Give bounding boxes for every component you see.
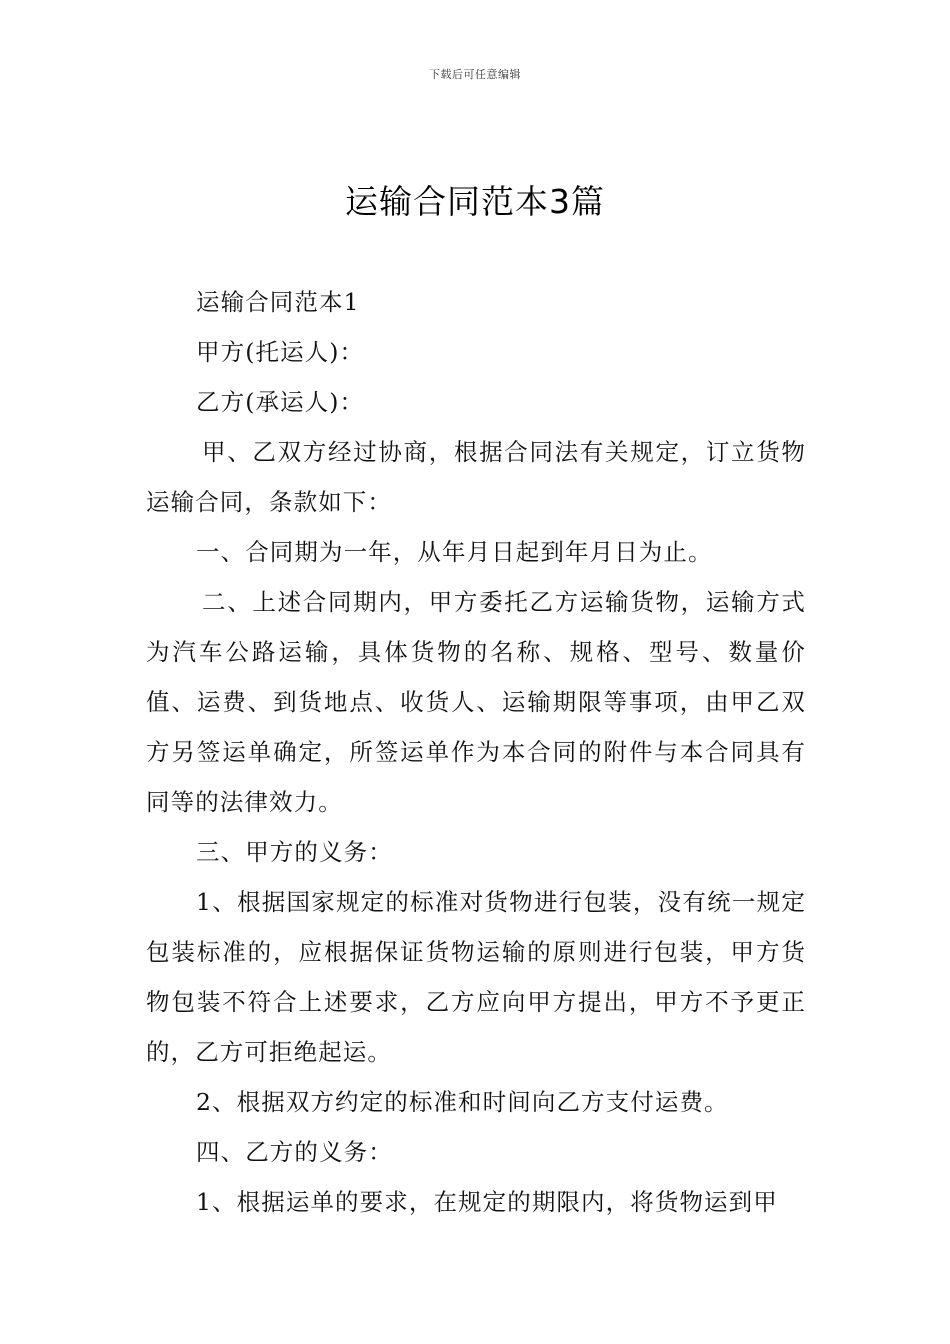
clause-4-item-1: 1、根据运单的要求，在规定的期限内，将货物运到甲	[196, 1188, 778, 1216]
document-title: 运输合同范本3篇	[345, 182, 605, 221]
document-body	[146, 277, 806, 1227]
header-note: 下载后可任意编辑	[429, 68, 521, 81]
party-a-line: 甲方(托运人)：	[196, 338, 365, 366]
clause-4-heading: 四、乙方的义务：	[196, 1138, 393, 1166]
party-b-line: 乙方(承运人)：	[196, 388, 365, 416]
section-heading: 运输合同范本1	[196, 288, 360, 316]
clause-3-item-2: 2、根据双方约定的标准和时间向乙方支付运费。	[196, 1088, 729, 1116]
clause-3-item-1: 1、根据国家规定的标准对货物进行包装，没有统一规定包装标准的，应根据保证货物运输的原则进行包装，甲方货物包装不符合上述要求，乙方应向甲方提出，甲方不予更正的，乙方可拒绝起运。	[146, 888, 806, 1066]
paragraph-intro: 甲、乙双方经过协商，根据合同法有关规定，订立货物运输合同，条款如下：	[146, 438, 806, 516]
clause-1: 一、合同期为一年，从年月日起到年月日为止。	[196, 538, 713, 566]
clause-2: 二、上述合同期内，甲方委托乙方运输货物，运输方式为汽车公路运输，具体货物的名称、规格、型号、数量价值、运费、到货地点、收货人、运输期限等事项，由甲乙双方另签运单确定，所签运单作为本合同的附件与本合同具有同等的法律效力。	[146, 588, 806, 816]
clause-3-heading: 三、甲方的义务：	[196, 838, 393, 866]
